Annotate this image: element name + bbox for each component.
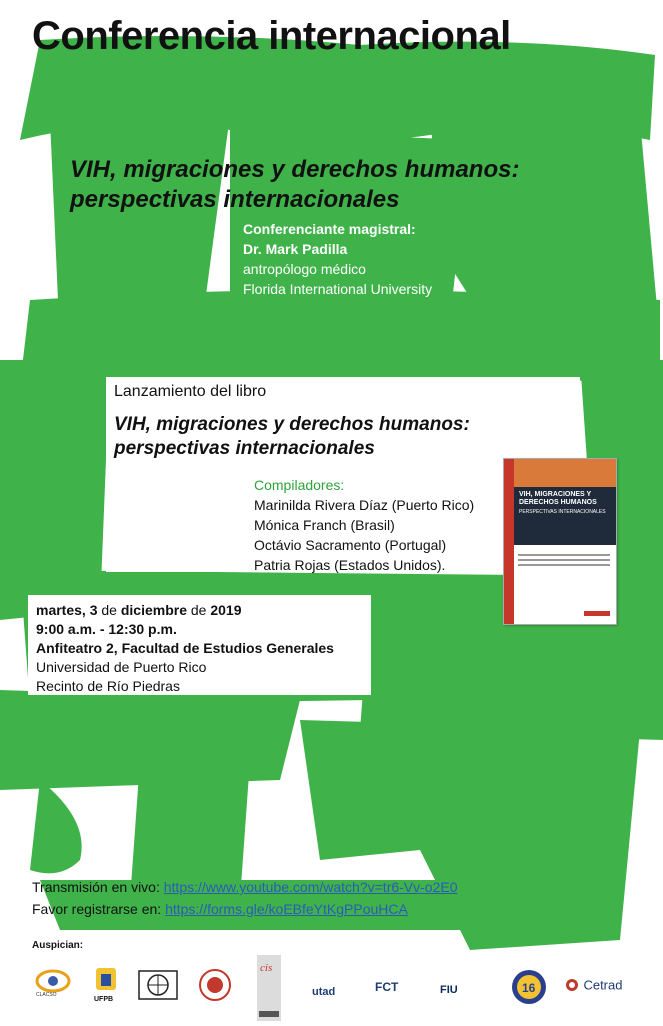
- list-item: Mónica Franch (Brasil): [254, 517, 395, 533]
- cis-uprrp-logo: [257, 955, 281, 1021]
- speaker-role: Conferenciante magistral:: [243, 221, 416, 237]
- speaker-block: [243, 219, 432, 299]
- list-item: Patria Rojas (Estados Unidos).: [254, 557, 446, 573]
- fct-logo: FCT: [375, 980, 399, 994]
- publisher-mark: [584, 611, 610, 616]
- clacso-logo: CLACSO: [30, 967, 76, 1001]
- sponsors-label: Auspician:: [32, 940, 84, 951]
- book-cover-subtitle: PERSPECTIVAS INTERNACIONALES: [519, 509, 606, 515]
- event-venue: Anfiteatro 2, Facultad de Estudios Generales: [36, 640, 334, 656]
- book-cover-title: VIH, MIGRACIONES Y DERECHOS HUMANOS: [519, 491, 597, 506]
- speaker-title: antropólogo médico: [243, 261, 366, 277]
- book-title: VIH, migraciones y derechos humanos: perspectivas internacionales: [114, 414, 470, 459]
- cetrad-logo: Cetrad: [565, 976, 633, 998]
- page-title: Conferencia internacional: [32, 14, 511, 58]
- speaker-affiliation: Florida International University: [243, 281, 433, 297]
- stream-link[interactable]: https://www.youtube.com/watch?v=tr6-Vv-o2E0: [163, 879, 458, 895]
- conference-subtitle: VIH, migraciones y derechos humanos: perspectivas internacionales: [70, 156, 520, 213]
- event-details-box: [28, 595, 371, 695]
- register-line: Favor registrarse en: https://forms.gle/koEBfeYtKgPPouHCA: [32, 901, 408, 917]
- event-campus: Recinto de Río Piedras: [36, 678, 180, 694]
- globe-logo: [138, 970, 178, 1000]
- register-link[interactable]: https://forms.gle/koEBfeYtKgPPouHCA: [165, 901, 408, 917]
- book-cover-image: [503, 458, 617, 625]
- compilers-list: [254, 475, 474, 575]
- list-item: Marinilda Rivera Díaz (Puerto Rico): [254, 497, 475, 513]
- stream-line: Transmisión en vivo: https://www.youtube.com/watch?v=tr6-Vv-o2E0: [32, 879, 458, 895]
- book-launch-lead: Lanzamiento del libro: [114, 383, 267, 400]
- seal-logo: [198, 968, 232, 1002]
- fiu-logo: FIU: [440, 984, 458, 996]
- ufpb-logo: UFPB: [93, 966, 119, 1004]
- event-date: martes, 3 de diciembre de 2019: [36, 602, 242, 618]
- compilers-label: Compiladores:: [254, 477, 345, 493]
- utad-logo: utad: [312, 986, 336, 998]
- speaker-name: Dr. Mark Padilla: [243, 241, 348, 257]
- links-block: [32, 876, 458, 920]
- svg-text:cis: cis: [260, 962, 273, 974]
- list-item: Octávio Sacramento (Portugal): [254, 537, 447, 553]
- event-university: Universidad de Puerto Rico: [36, 659, 207, 675]
- anniversary-logo: [511, 969, 547, 1005]
- svg-text:16: 16: [522, 981, 536, 995]
- event-time: 9:00 a.m. - 12:30 p.m.: [36, 621, 177, 637]
